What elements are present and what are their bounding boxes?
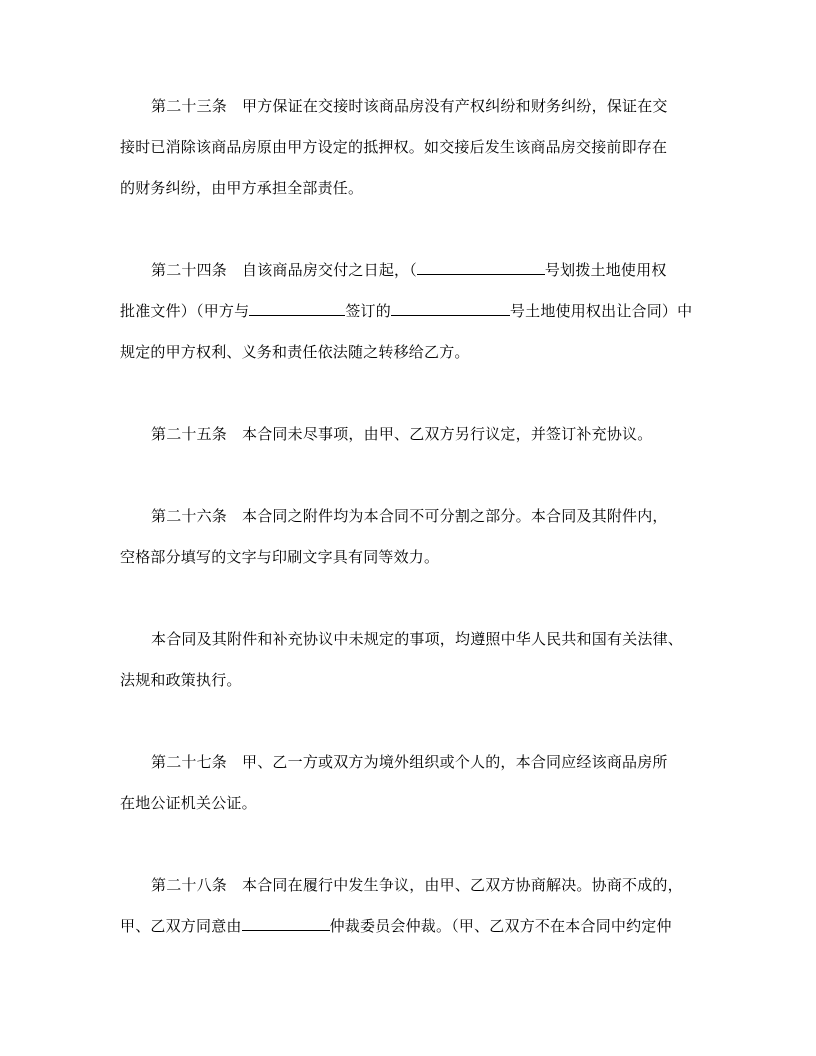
article-28-text: 本合同在履行中发生争议，由甲、乙双方协商解决。协商不成的， xyxy=(242,876,683,894)
blank-field-transfer-contract-no[interactable] xyxy=(391,299,510,316)
article-28-text-a: 甲、乙双方同意由 xyxy=(120,917,242,935)
blank-field-arbitration-commission[interactable] xyxy=(242,914,330,931)
article-25-text: 本合同未尽事项，由甲、乙双方另行议定，并签订补充协议。 xyxy=(242,425,653,443)
article-26-line-1 xyxy=(151,504,668,528)
article-27-line-1 xyxy=(151,750,668,774)
article-24-text-e: 号土地使用权出让合同）中 xyxy=(509,302,693,320)
article-24-line-3: 规定的甲方权利、义务和责任依法随之转移给乙方。 xyxy=(120,343,470,361)
article-24-text-b: 号划拨土地使用权 xyxy=(544,261,667,279)
article-25-label: 第二十五条 xyxy=(151,425,228,443)
article-23-line-1 xyxy=(151,94,668,118)
article-23-line-2: 接时已消除该商品房原由甲方设定的抵押权。如交接后发生该商品房交接前即存在 xyxy=(120,138,668,156)
article-28-text-b: 仲裁委员会仲裁。（甲、乙双方不在本合同中约定仲 xyxy=(329,917,672,935)
article-27-label: 第二十七条 xyxy=(151,753,228,771)
article-24-text-a: 自该商品房交付之日起，（ xyxy=(242,261,417,279)
blank-field-allocation-doc-no[interactable] xyxy=(417,258,545,275)
article-24-line-1 xyxy=(151,258,667,282)
blank-field-signing-party[interactable] xyxy=(249,299,345,316)
article-25-line-1 xyxy=(151,422,652,446)
article-28-line-2 xyxy=(120,914,672,938)
article-24-text-c: 批准文件）（甲方与 xyxy=(120,302,250,320)
article-27-line-2: 在地公证机关公证。 xyxy=(120,794,257,812)
supplementary-line-2: 法规和政策执行。 xyxy=(120,671,242,689)
article-23-label: 第二十三条 xyxy=(151,97,228,115)
article-27-text: 甲、乙一方或双方为境外组织或个人的，本合同应经该商品房所 xyxy=(242,753,668,771)
article-24-line-2 xyxy=(120,299,692,323)
article-26-label: 第二十六条 xyxy=(151,507,228,525)
article-26-line-2: 空格部分填写的文字与印刷文字具有同等效力。 xyxy=(120,548,440,566)
article-26-text: 本合同之附件均为本合同不可分割之部分。本合同及其附件内， xyxy=(242,507,668,525)
article-23-text: 甲方保证在交接时该商品房没有产权纠纷和财务纠纷，保证在交 xyxy=(242,97,668,115)
supplementary-line-1: 本合同及其附件和补充协议中未规定的事项，均遵照中华人民共和国有关法律、 xyxy=(151,630,684,648)
article-28-label: 第二十八条 xyxy=(151,876,228,894)
article-24-text-d: 签订的 xyxy=(345,302,391,320)
article-28-line-1 xyxy=(151,873,683,897)
article-23-line-3: 的财务纠纷，由甲方承担全部责任。 xyxy=(120,179,364,197)
article-24-label: 第二十四条 xyxy=(151,261,228,279)
